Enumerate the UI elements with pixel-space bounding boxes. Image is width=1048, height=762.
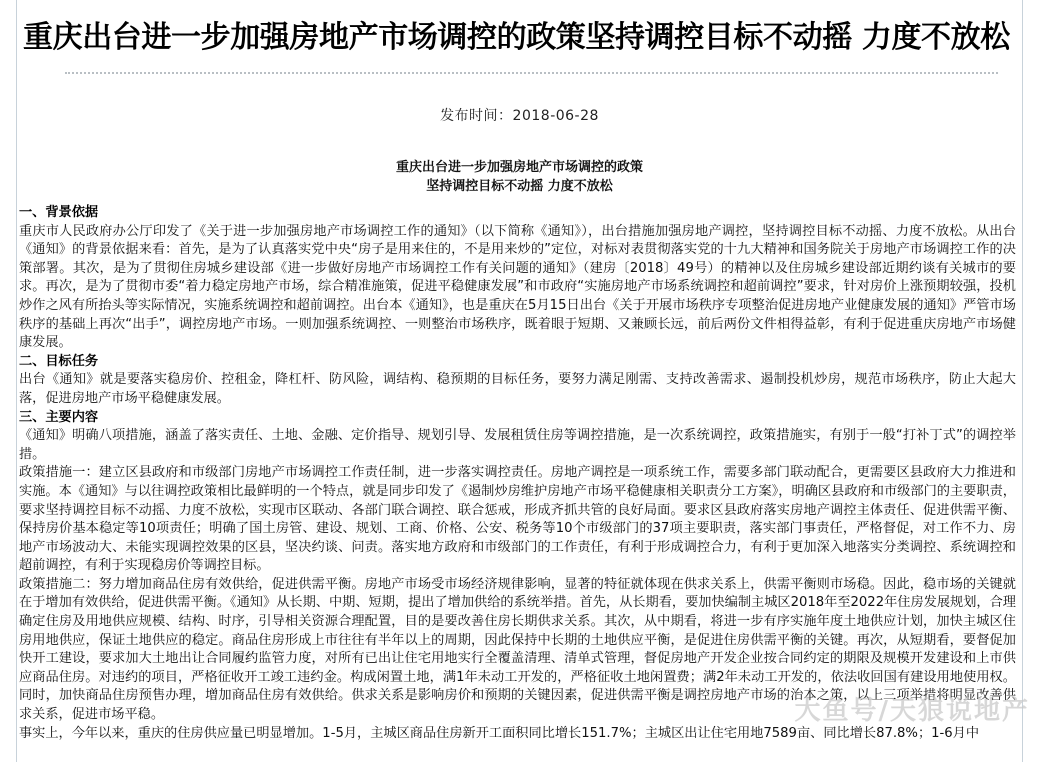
section-heading-1: 一、背景依据 [19, 205, 99, 220]
watermark: 大鱼号/天狼说地产 [794, 696, 1030, 726]
document-content [17, 0, 1022, 762]
article-body [17, 196, 1022, 743]
subtitle-line-2: 坚持调控目标不动摇 力度不放松 [426, 179, 613, 194]
section-heading-3: 三、主要内容 [19, 409, 99, 425]
section-heading-2: 二、目标任务 [19, 353, 99, 369]
section-3-paragraph-2: 政策措施一：建立区县政府和市级部门房地产市场调控工作责任制，进一步落实调控责任。房地产调控是一项系统工作，需要多部门联动配合，更需要区县政府大力推进和实施。本《通知》与以往调控政策相比最鲜明的一个特点，就是同步印发了《遏制炒房维护房地产市场平稳健康相关职责分工方案》，明确区县政府和市级部门的主要职责，要求坚持调控目标不动摇、力度不放松，实现市区联动、各部门联合调控、联合惩戒，形成齐抓共管的良好局面。要求区县政府落实房地产调控主体责任、促进供需平衡、保持房价基本稳定等10项责任；明确了国土房管、建设、规划、工商、价格、公安、税务等10个市级部门的37项主要职责，落实部门事责任，严格督促，对工作不力、房地产市场波动大、未能实现调控效果的区县，坚决约谈、问责。落实地方政府和市级部门的工作责任，有利于形成调控合力，有利于更加深入地落实分类调控、系统调控和超前调控，有利于实现稳房价等调控目标。 [19, 465, 1016, 574]
publish-time: 发布时间：2018-06-28 [440, 108, 599, 124]
subtitle-block [17, 126, 1022, 196]
page-right-rule [1022, 0, 1023, 762]
section-3-paragraph-4: 事实上，今年以来，重庆的住房供应量已明显增加。1-5月，主城区商品住房新开工面积同比增长151.7%；主城区出让住宅用地7589亩、同比增长87.8%；1-6月中 [19, 725, 980, 741]
page-title: 重庆出台进一步加强房地产市场调控的政策坚持调控目标不动摇 力度不放松 [23, 20, 1010, 55]
subtitle-line-1: 重庆出台进一步加强房地产市场调控的政策 [395, 160, 643, 175]
section-3-paragraph-3: 政策措施二：努力增加商品住房有效供给，促进供需平衡。房地产市场受市场经济规律影响，显著的特征就体现在供求关系上，供需平衡则市场稳。因此，稳市场的关键就在于增加有效供给，促进供需平衡。《通知》从长期、中期、短期，提出了增加供给的系统举措。首先，从长期看，要加快编制主城区2018年至2022年住房发展规划，合理确定住房及用地供应规模、结构、时序，引导相关资源合理配置，目的是要改善住房长期供求关系。其次，从中期看，将进一步有序实施年度土地供应计划，加快主城区住房用地供应，保证土地供应的稳定。商品住房形成上市往往有半年以上的周期，因此保持中长期的土地供应平衡，是促进住房供需平衡的关键。再次，从短期看，要督促加快开工建设，要求加大土地出让合同履约监管力度，对所有已出让住宅用地实行全覆盖清理、清单式管理，督促房地产开发企业按合同约定的期限及规模开发建设和上市供应商品住房。对违约的项目，严格征收开工竣工违约金。构成闲置土地，满1年未动工开发的，严格征收土地闲置费；满2年未动工开发的，依法收回国有建设用地使用权。同时，加快商品住房预售办理，增加商品住房有效供给。供求关系是影响房价和预期的关键因素，促进供需平衡是调控房地产市场的治本之策，以上三项举措将明显改善供求关系，促进市场平稳。 [19, 576, 1016, 723]
section-2-paragraph-1: 出台《通知》就是要落实稳房价、控租金，降杠杆、防风险，调结构、稳预期的目标任务，要努力满足刚需、支持改善需求、遏制投机炒房，规范市场秩序，防止大起大落，促进房地产市场平稳健康发展。 [19, 372, 1016, 406]
section-3-paragraph-1: 《通知》明确八项措施，涵盖了落实责任、土地、金融、定价指导、规划引导、发展租赁住房等调控措施，是一次系统调控，政策措施实，有别于一般“打补丁式”的调控举措。 [19, 428, 1016, 462]
section-1-paragraph-1: 重庆市人民政府办公厅印发了《关于进一步加强房地产市场调控工作的通知》（以下简称《通知》），出台措施加强房地产调控，坚持调控目标不动摇、力度不放松。从出台《通知》的背景依据来看：首先，是为了认真落实党中央“房子是用来住的，不是用来炒的”定位，对标对表贯彻落实党的十九大精神和国务院关于房地产市场调控工作的决策部署。其次，是为了贯彻住房城乡建设部《进一步做好房地产市场调控工作有关问题的通知》（建房〔2018〕49号）的精神以及住房城乡建设部近期约谈有关城市的要求。再次，是为了贯彻市委“着力稳定房地产市场，综合精准施策，促进平稳健康发展”和市政府“实施房地产市场系统调控和超前调控”要求，针对房价上涨预期较强，投机炒作之风有所抬头等实际情况，实施系统调控和超前调控。出台本《通知》，也是重庆在5月15日出台《关于开展市场秩序专项整治促进房地产业健康发展的通知》严管市场秩序的基础上再次“出手”，调控房地产市场。一则加强系统调控、一则整治市场秩序，既着眼于短期、又兼顾长远，前后两份文件相得益彰，有利于促进重庆房地产市场健康发展。 [19, 223, 1016, 351]
